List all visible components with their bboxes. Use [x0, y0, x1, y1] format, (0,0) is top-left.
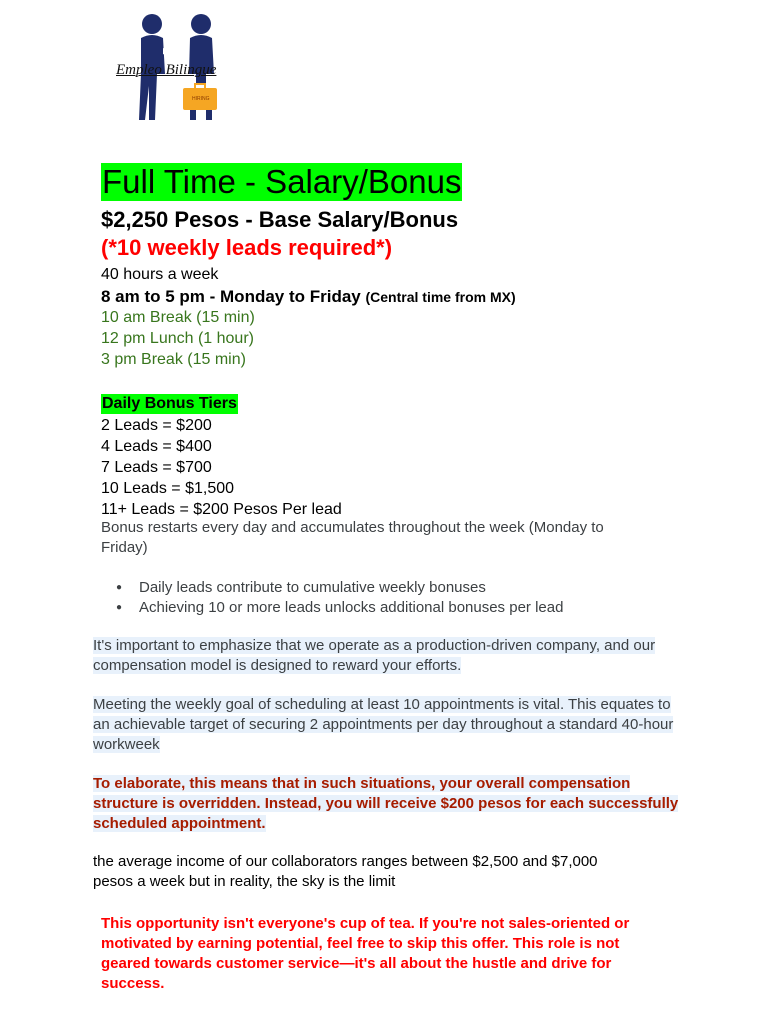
- schedule-timezone: (Central time from MX): [365, 289, 516, 305]
- override-paragraph-text: To elaborate, this means that in such situations, your overall compensation structure is overridden. Instead, you will receive $200 pesos for each successfully scheduled appointment.: [93, 775, 679, 832]
- bullet-item: ● Daily leads contribute to cumulative weekly bonuses: [114, 578, 563, 598]
- page-title: Full Time - Salary/Bonus: [102, 163, 462, 200]
- company-paragraph: [93, 636, 683, 676]
- goal-paragraph-text: Meeting the weekly goal of scheduling at least 10 appointments is vital. This equates to an achievable target of securing 2 appointments per day throughout a standard 40-hour workweek: [93, 696, 674, 753]
- break-item: 3 pm Break (15 min): [101, 351, 246, 368]
- override-paragraph: [93, 774, 683, 834]
- tier-item: 4 Leads = $400: [101, 438, 212, 455]
- bonus-tiers-heading: Daily Bonus Tiers: [102, 395, 237, 412]
- logo-badge: HIRING: [192, 96, 210, 102]
- break-item: 12 pm Lunch (1 hour): [101, 330, 254, 347]
- work-schedule: [101, 286, 516, 308]
- tier-item: 7 Leads = $700: [101, 459, 212, 476]
- bonus-note: Bonus restarts every day and accumulates throughout the week (Monday to Friday): [101, 519, 604, 556]
- company-logo: [114, 12, 240, 124]
- company-paragraph-text: It's important to emphasize that we operate as a production-driven company, and our compensation model is designed to reward your efforts.: [93, 637, 656, 674]
- tier-item: 2 Leads = $200: [101, 417, 212, 434]
- base-salary: $2,250 Pesos - Base Salary/Bonus: [101, 207, 459, 232]
- disclaimer-paragraph: This opportunity isn't everyone's cup of tea. If you're not sales-oriented or motivated by earning potential, feel free to skip this offer. This role is not geared towards customer service—it's all about the hustle and drive for success.: [101, 915, 630, 992]
- schedule-main: 8 am to 5 pm - Monday to Friday: [101, 287, 361, 306]
- bonus-bullets: [114, 578, 563, 618]
- tier-item: 10 Leads = $1,500: [101, 480, 235, 497]
- bullet-item: ● Achieving 10 or more leads unlocks additional bonuses per lead: [114, 598, 563, 618]
- goal-paragraph: [93, 695, 683, 755]
- income-paragraph: the average income of our collaborators ranges between $2,500 and $7,000 pesos a week but in reality, the sky is the limit: [93, 853, 598, 890]
- weekly-hours: 40 hours a week: [101, 266, 219, 283]
- leads-requirement: (*10 weekly leads required*): [101, 235, 393, 260]
- break-item: 10 am Break (15 min): [101, 309, 255, 326]
- tier-item: 11+ Leads = $200 Pesos Per lead: [101, 501, 342, 518]
- logo-text: Empleo Bilingue: [116, 62, 217, 78]
